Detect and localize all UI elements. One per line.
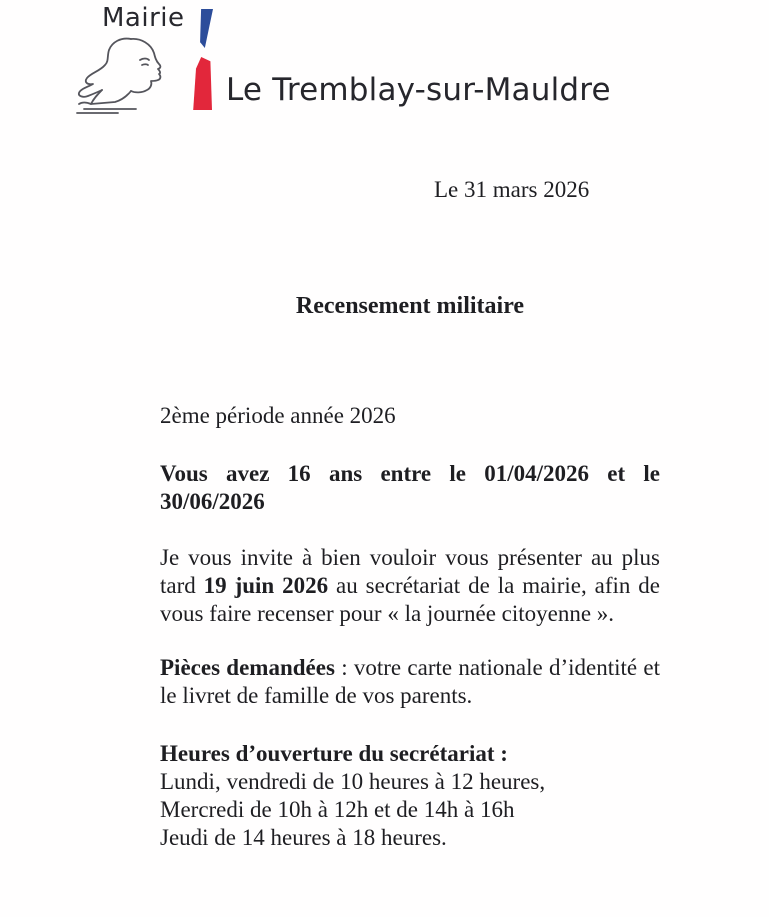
- hours-line-wednesday: Mercredi de 10h à 12h et de 14h à 16h: [160, 797, 515, 822]
- letter-date: Le 31 mars 2026: [434, 177, 590, 202]
- documents-label: Pièces demandées: [160, 655, 335, 680]
- commune-name: Le Tremblay-sur-Mauldre: [226, 72, 611, 108]
- mairie-label: Mairie: [102, 3, 185, 33]
- hours-line-thursday: Jeudi de 14 heures à 18 heures.: [160, 825, 447, 850]
- documents-text: : votre carte nationale d’identité et le livret de famille de vos parents.: [160, 655, 660, 708]
- letter-title: Recensement militaire: [295, 293, 525, 319]
- age-notice: Vous avez 16 ans entre le 01/04/2026 et le 30/06/2026: [160, 461, 660, 514]
- invitation-deadline: 19 juin 2026: [203, 573, 329, 598]
- invitation-text-before: Je vous invite à bien vouloir vous présenter au plus tard: [160, 545, 660, 598]
- hours-heading: Heures d’ouverture du secrétariat :: [160, 741, 508, 766]
- invitation-paragraph: [160, 544, 660, 628]
- invitation-text-after: au secrétariat de la mairie, afin de vous faire recenser pour « la journée citoyenne ».: [160, 573, 660, 626]
- documents-paragraph: [160, 654, 660, 710]
- hours-line-monday-friday: Lundi, vendredi de 10 heures à 12 heures,: [160, 769, 546, 794]
- letter-body: [160, 0, 660, 852]
- period-line: 2ème période année 2026: [160, 403, 396, 428]
- opening-hours: [160, 740, 660, 852]
